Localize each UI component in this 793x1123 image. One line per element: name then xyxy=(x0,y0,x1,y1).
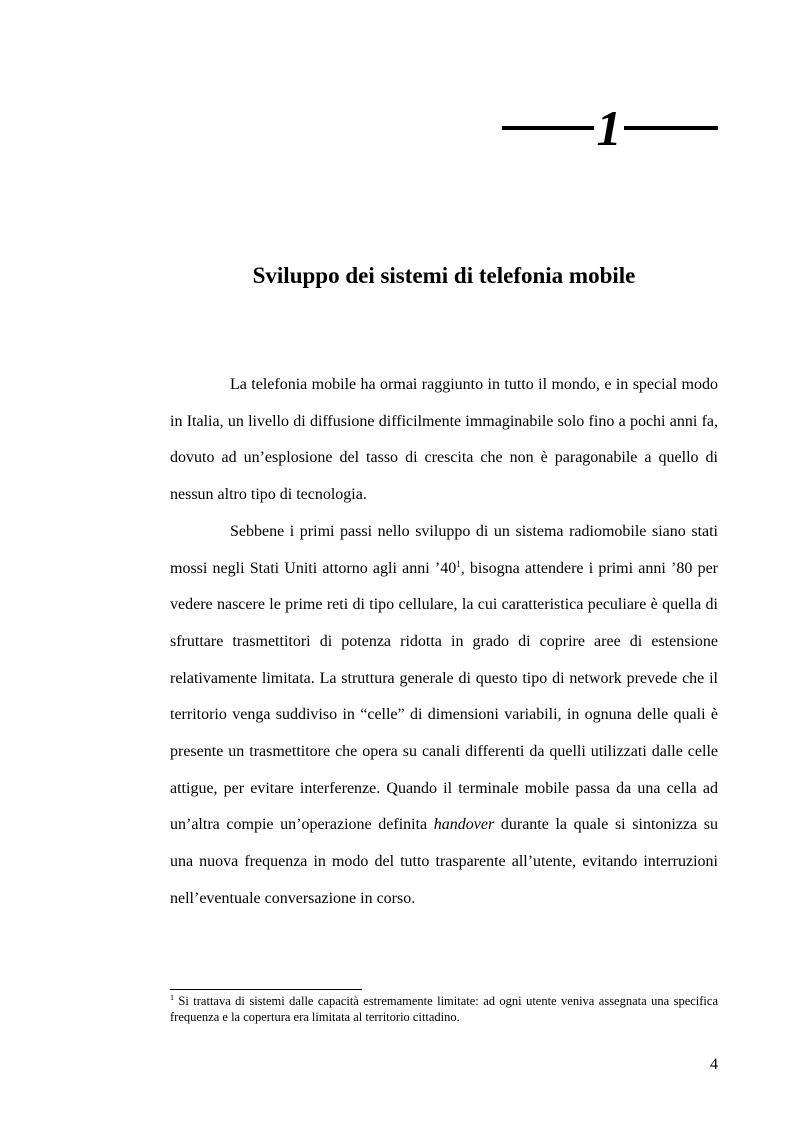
emphasis-term: handover xyxy=(433,816,495,834)
footnote-text: Si trattava di sistemi dalle capacità estremamente limitate: ad ogni utente veniva assegnata una specifica frequenza e la copertura era limitata al territorio cittadino. xyxy=(170,994,718,1024)
footnote-separator xyxy=(170,989,362,990)
chapter-rule-right xyxy=(624,126,718,130)
footnote xyxy=(170,994,718,1025)
paragraph-1: La telefonia mobile ha ormai raggiunto in tutto il mondo, e in special modo in Italia, un livello di diffusione difficilmente immaginabile solo fino a pochi anni fa, dovuto ad un’esplosione del tasso di crescita che non è paragonabile a quello di nessun altro tipo di tecnologia. xyxy=(170,376,718,504)
body-text xyxy=(170,367,718,918)
footnote-reference: 1 xyxy=(456,558,461,569)
chapter-number: 1 xyxy=(596,100,622,156)
paragraph-2-text-a: Sebbene i primi passi nello sviluppo di un sistema radiomobile siano stati mossi negli Stati Uniti attorno agli anni ’40 xyxy=(170,522,718,577)
paragraph-2-text-c: durante la quale si sintonizza su una nuova frequenza in modo del tutto trasparente all’utente, evitando interruzioni nell’eventuale conversazione in corso. xyxy=(170,816,718,907)
paragraph-2-text-b: , bisogna attendere i primi anni ’80 per vedere nascere le prime reti di tipo cellulare, la cui caratteristica peculiare è quella di sfruttare trasmettitori di potenza ridotta in grado di coprire aree di estensione relativamente limitata. La struttura generale di questo tipo di network prevede che il territorio venga suddiviso in “celle” di dimensioni variabili, in ognuna delle quali è presente un trasmettitore che opera su canali differenti da quelli utilizzati dalle celle attigue, per evitare interferenze. Quando il terminale mobile passa da una cella ad un’altra compie un’operazione definita xyxy=(170,559,719,834)
footnote-marker: 1 xyxy=(170,993,174,1002)
page-number: 4 xyxy=(710,1056,718,1073)
chapter-rule-left xyxy=(502,126,594,130)
chapter-title: Sviluppo dei sistemi di telefonia mobile xyxy=(252,263,636,288)
paragraph-2 xyxy=(170,514,718,918)
chapter-number-mark xyxy=(496,100,722,160)
